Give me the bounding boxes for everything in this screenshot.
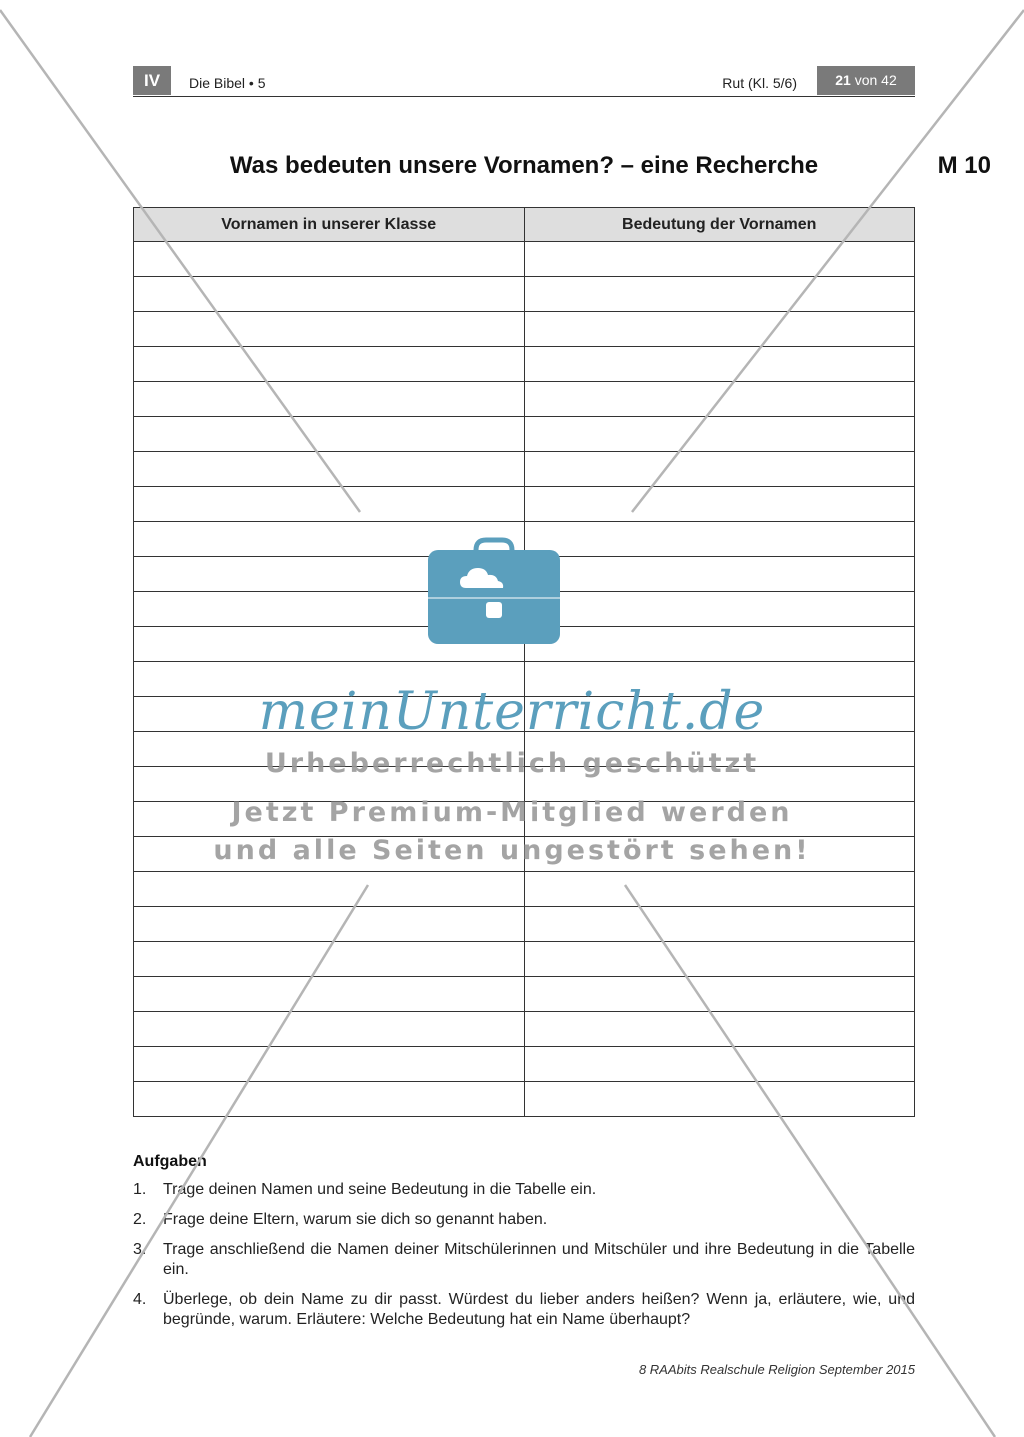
- name-cell: [134, 1082, 525, 1117]
- unit-label: Rut (Kl. 5/6): [722, 75, 797, 91]
- page-header: [133, 66, 915, 97]
- column-header-meaning: Bedeutung der Vornamen: [524, 208, 915, 242]
- name-cell: [134, 977, 525, 1012]
- page-number: [817, 66, 915, 95]
- meaning-cell: [524, 452, 915, 487]
- name-cell: [134, 277, 525, 312]
- name-cell: [134, 347, 525, 382]
- name-cell: [134, 382, 525, 417]
- table-row: [134, 382, 915, 417]
- meaning-cell: [524, 942, 915, 977]
- meaning-cell: [524, 627, 915, 662]
- table-row: [134, 242, 915, 277]
- watermark-unlock: und alle Seiten ungestört sehen!: [213, 835, 811, 866]
- name-cell: [134, 312, 525, 347]
- material-label: M 10: [937, 152, 991, 179]
- table-row: [134, 977, 915, 1012]
- meaning-cell: [524, 347, 915, 382]
- meaning-cell: [524, 907, 915, 942]
- table-row: [134, 347, 915, 382]
- task-item: [133, 1290, 915, 1330]
- meaning-cell: [524, 1047, 915, 1082]
- meaning-cell: [524, 557, 915, 592]
- meaning-cell: [524, 417, 915, 452]
- meaning-cell: [524, 382, 915, 417]
- series-label: Die Bibel • 5: [189, 75, 266, 91]
- table-row: [134, 277, 915, 312]
- meaning-cell: [524, 522, 915, 557]
- page-current: 21: [835, 72, 851, 88]
- task-text: Trage anschließend die Namen deiner Mitschülerinnen und Mitschüler und ihre Bedeutung in die Tabelle ein.: [163, 1241, 915, 1278]
- meaning-cell: [524, 977, 915, 1012]
- task-number: 3.: [133, 1241, 147, 1258]
- name-cell: [134, 1012, 525, 1047]
- table-row: [134, 312, 915, 347]
- task-item: [133, 1180, 915, 1200]
- name-cell: [134, 907, 525, 942]
- table-header-row: [134, 208, 915, 242]
- name-cell: [134, 452, 525, 487]
- tasks-list: [133, 1180, 915, 1340]
- table-row: [134, 452, 915, 487]
- tasks-heading: Aufgaben: [133, 1153, 207, 1170]
- task-text: Trage deinen Namen und seine Bedeutung in die Tabelle ein.: [163, 1181, 597, 1198]
- meaning-cell: [524, 277, 915, 312]
- meaning-cell: [524, 1082, 915, 1117]
- table-row: [134, 872, 915, 907]
- table-body: [134, 242, 915, 1117]
- task-item: [133, 1240, 915, 1280]
- task-item: [133, 1210, 915, 1230]
- meaning-cell: [524, 487, 915, 522]
- meaning-cell: [524, 592, 915, 627]
- table-row: [134, 1047, 915, 1082]
- task-text: Frage deine Eltern, warum sie dich so genannt haben.: [163, 1211, 548, 1228]
- meaning-cell: [524, 1012, 915, 1047]
- section-badge: IV: [133, 66, 171, 95]
- table-row: [134, 417, 915, 452]
- table-row: [134, 487, 915, 522]
- name-cell: [134, 872, 525, 907]
- table-row: [134, 942, 915, 977]
- task-number: 2.: [133, 1211, 147, 1228]
- table-row: [134, 1012, 915, 1047]
- meaning-cell: [524, 312, 915, 347]
- meaning-cell: [524, 242, 915, 277]
- names-table: [133, 207, 915, 1117]
- name-cell: [134, 942, 525, 977]
- page-title: Was bedeuten unsere Vornamen? – eine Recherche: [229, 152, 819, 179]
- task-text: Überlege, ob dein Name zu dir passt. Würdest du lieber anders heißen? Wenn ja, erläutere, wie, und begründe, warum. Erläutere: Welche Bedeutung hat ein Name überhaupt?: [163, 1291, 915, 1328]
- page-footer: 8 RAAbits Realschule Religion September 2015: [638, 1362, 915, 1377]
- watermark-copyright: Urheberrechtlich geschützt: [264, 748, 760, 779]
- column-header-names: Vornamen in unserer Klasse: [134, 208, 525, 242]
- name-cell: [134, 1047, 525, 1082]
- table-row: [134, 1082, 915, 1117]
- name-cell: [134, 242, 525, 277]
- task-number: 1.: [133, 1181, 147, 1198]
- watermark-premium: Jetzt Premium-Mitglied werden: [231, 797, 793, 828]
- table-row: [134, 907, 915, 942]
- briefcase-cloud-icon: [424, 536, 564, 648]
- watermark-brand: meinUnterricht.de: [258, 682, 766, 742]
- task-number: 4.: [133, 1291, 147, 1308]
- page-total: von 42: [854, 72, 897, 88]
- meaning-cell: [524, 872, 915, 907]
- name-cell: [134, 417, 525, 452]
- name-cell: [134, 487, 525, 522]
